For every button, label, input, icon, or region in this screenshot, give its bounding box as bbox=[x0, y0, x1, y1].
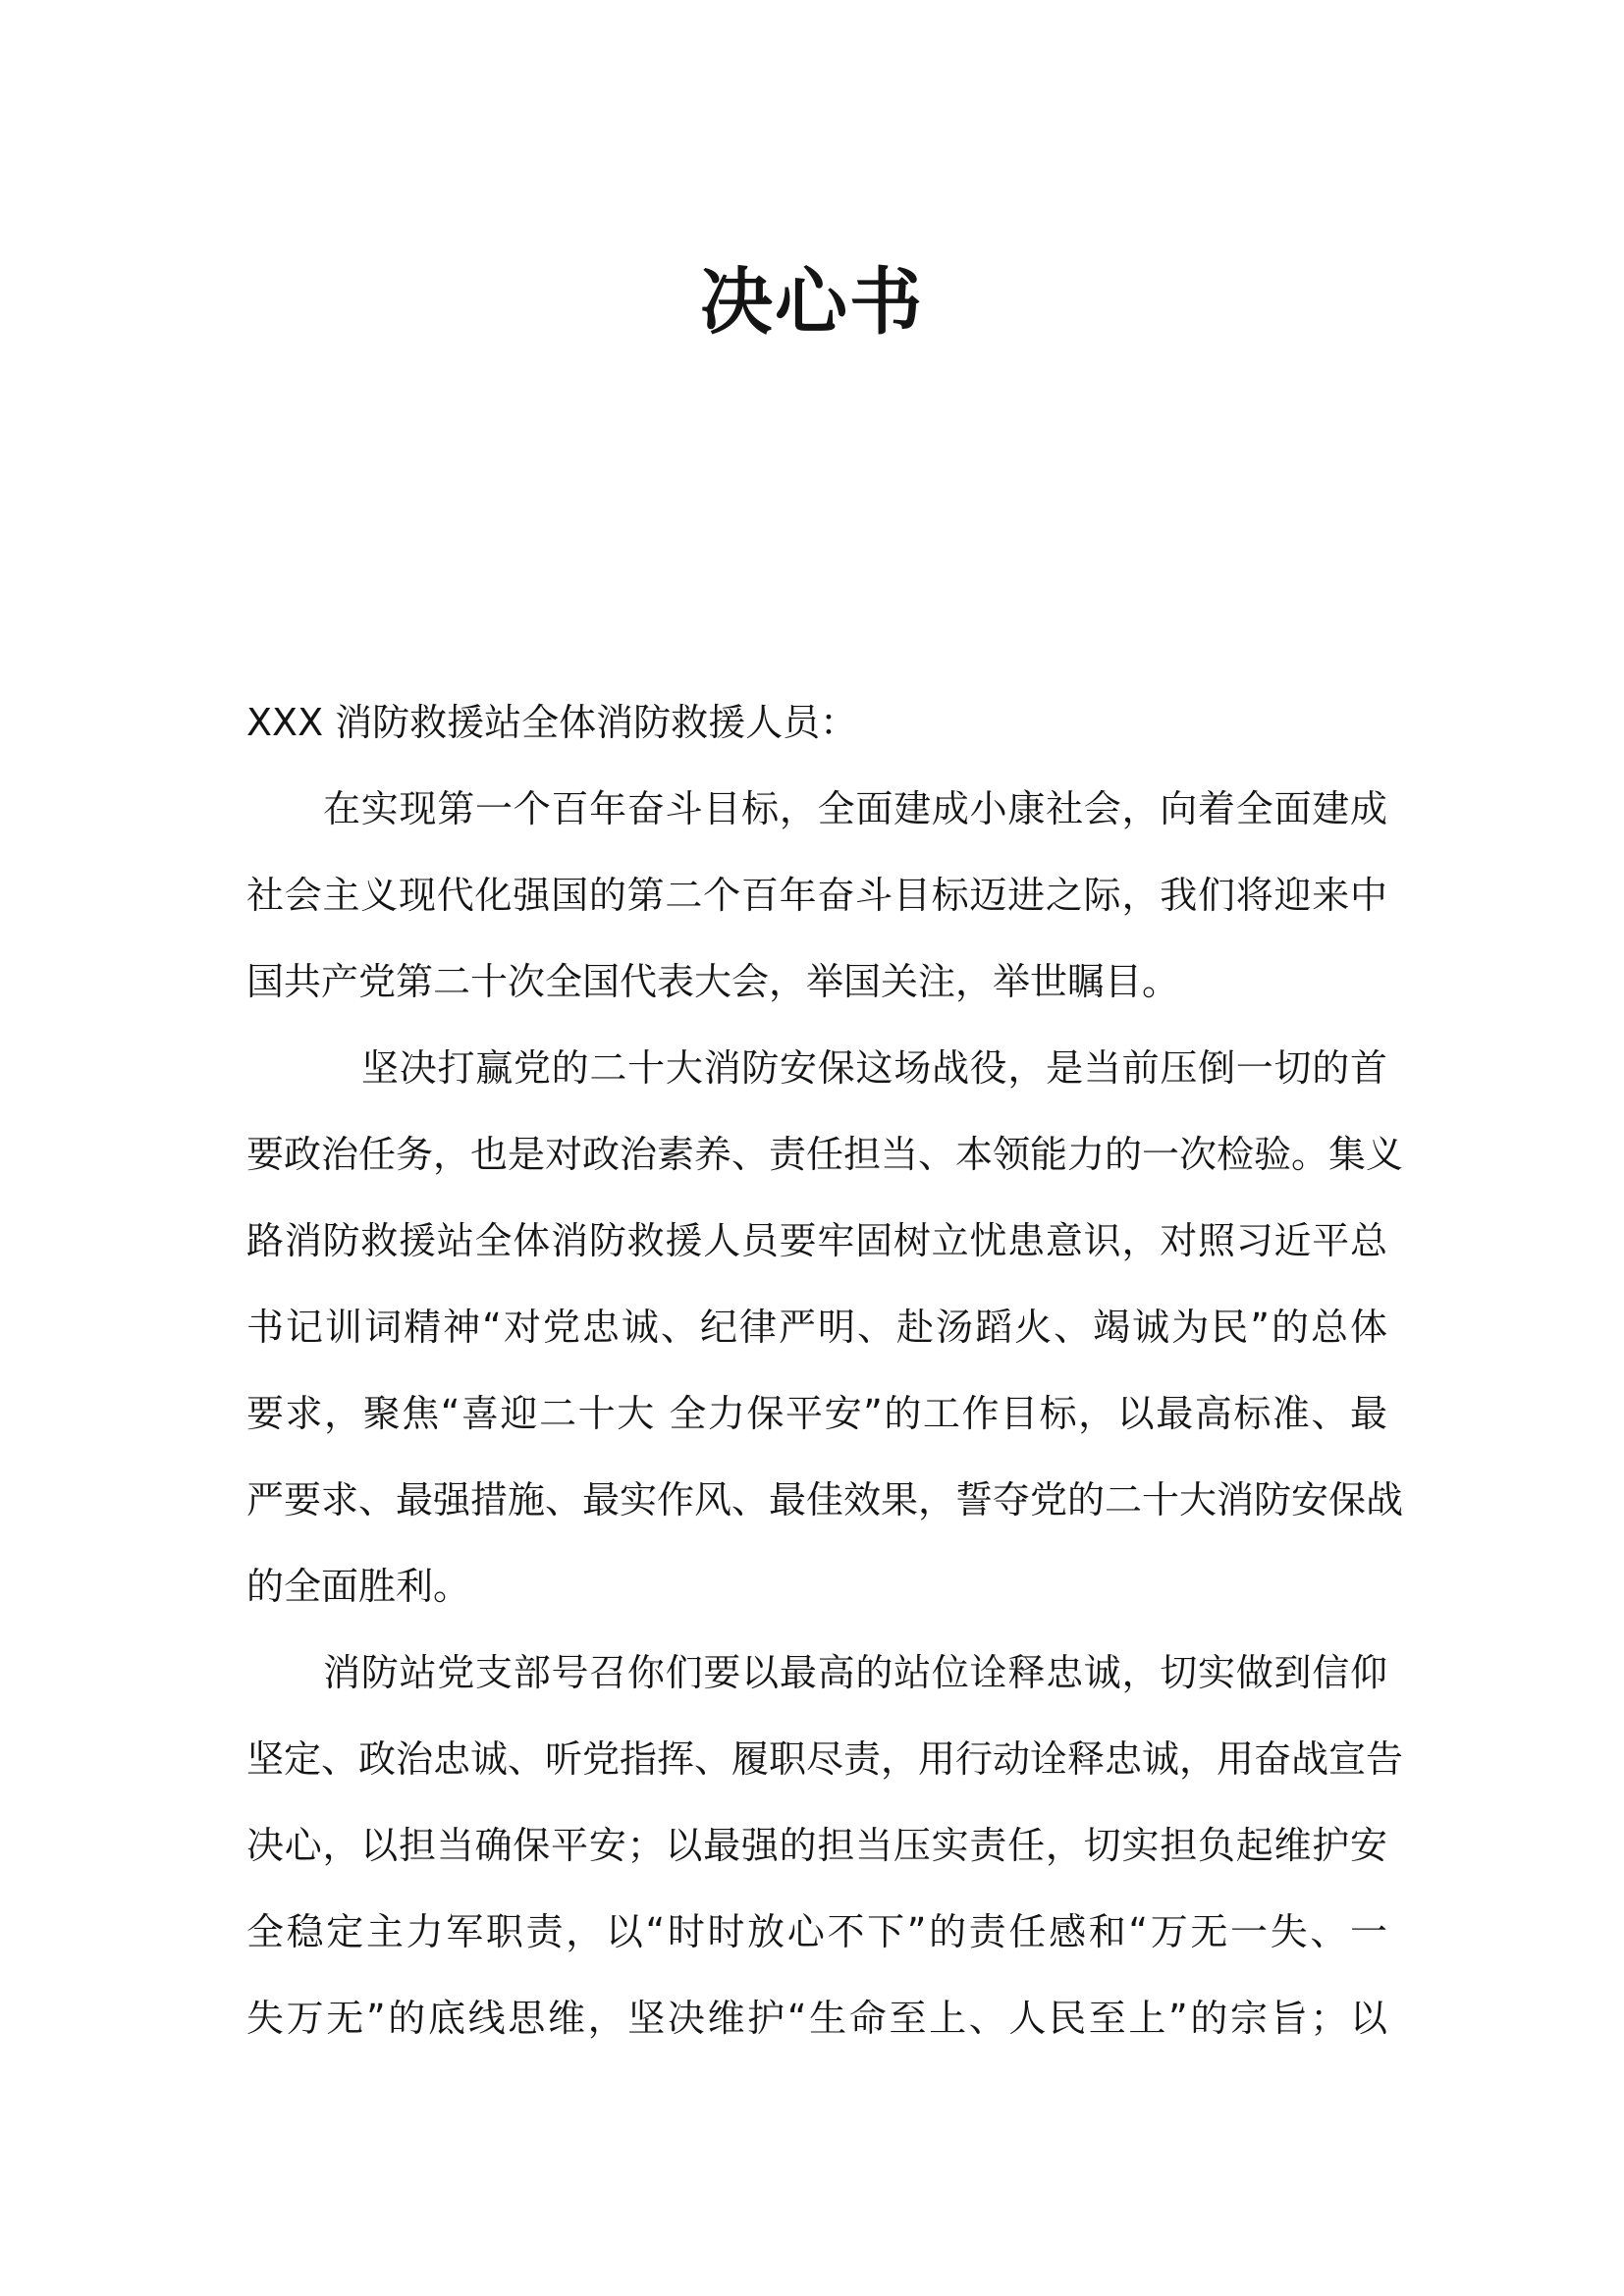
paragraph-line: 的全面胜利。 bbox=[246, 1565, 471, 1608]
paragraph-line: 失万无”的底线思维，坚决维护“生命至上、人民至上”的宗旨；以 bbox=[246, 1997, 1387, 2040]
paragraph-line: 全稳定主力军职责，以“时时放心不下”的责任感和“万无一失、一 bbox=[246, 1910, 1387, 1953]
paragraph-1 bbox=[246, 766, 1387, 1025]
paragraph-line: 严要求、最强措施、最实作风、最佳效果，誓夺党的二十大消防安保战 bbox=[246, 1478, 1404, 1522]
paragraph-2 bbox=[246, 1025, 1404, 1629]
paragraph-line: 国共产党第二十次全国代表大会，举国关注，举世瞩目。 bbox=[246, 960, 1180, 1003]
paragraph-line: 坚定、政治忠诚、听党指挥、履职尽责，用行动诠释忠诚，用奋战宣告 bbox=[246, 1737, 1404, 1781]
paragraph-line: 书记训词精神“对党忠诚、纪律严明、赴汤蹈火、竭诚为民”的总体 bbox=[246, 1306, 1387, 1349]
paragraph-line: 决心，以担当确保平安；以最强的担当压实责任，切实担负起维护安 bbox=[246, 1824, 1387, 1867]
paragraph-line: 社会主义现代化强国的第二个百年奋斗目标迈进之际，我们将迎来中 bbox=[246, 874, 1387, 917]
paragraph-line: 在实现第一个百年奋斗目标，全面建成小康社会，向着全面建成 bbox=[323, 787, 1387, 830]
paragraph-line: 要政治任务，也是对政治素养、责任担当、本领能力的一次检验。集义 bbox=[246, 1133, 1404, 1176]
document-title: 决心书 bbox=[700, 260, 924, 345]
paragraph-line: 要求，聚焦“喜迎二十大 全力保平安”的工作目标，以最高标准、最 bbox=[246, 1392, 1387, 1435]
paragraph-3 bbox=[246, 1629, 1404, 2061]
paragraph-line: 路消防救援站全体消防救援人员要牢固树立忧患意识，对照习近平总 bbox=[246, 1219, 1387, 1262]
paragraph-line: 消防站党支部号召你们要以最高的站位诠释忠诚，切实做到信仰 bbox=[323, 1651, 1387, 1694]
paragraph-line: 坚决打赢党的二十大消防安保这场战役，是当前压倒一切的首 bbox=[361, 1046, 1387, 1090]
document-body bbox=[246, 679, 1404, 2061]
salutation: XXX 消防救援站全体消防救援人员： bbox=[246, 701, 858, 744]
